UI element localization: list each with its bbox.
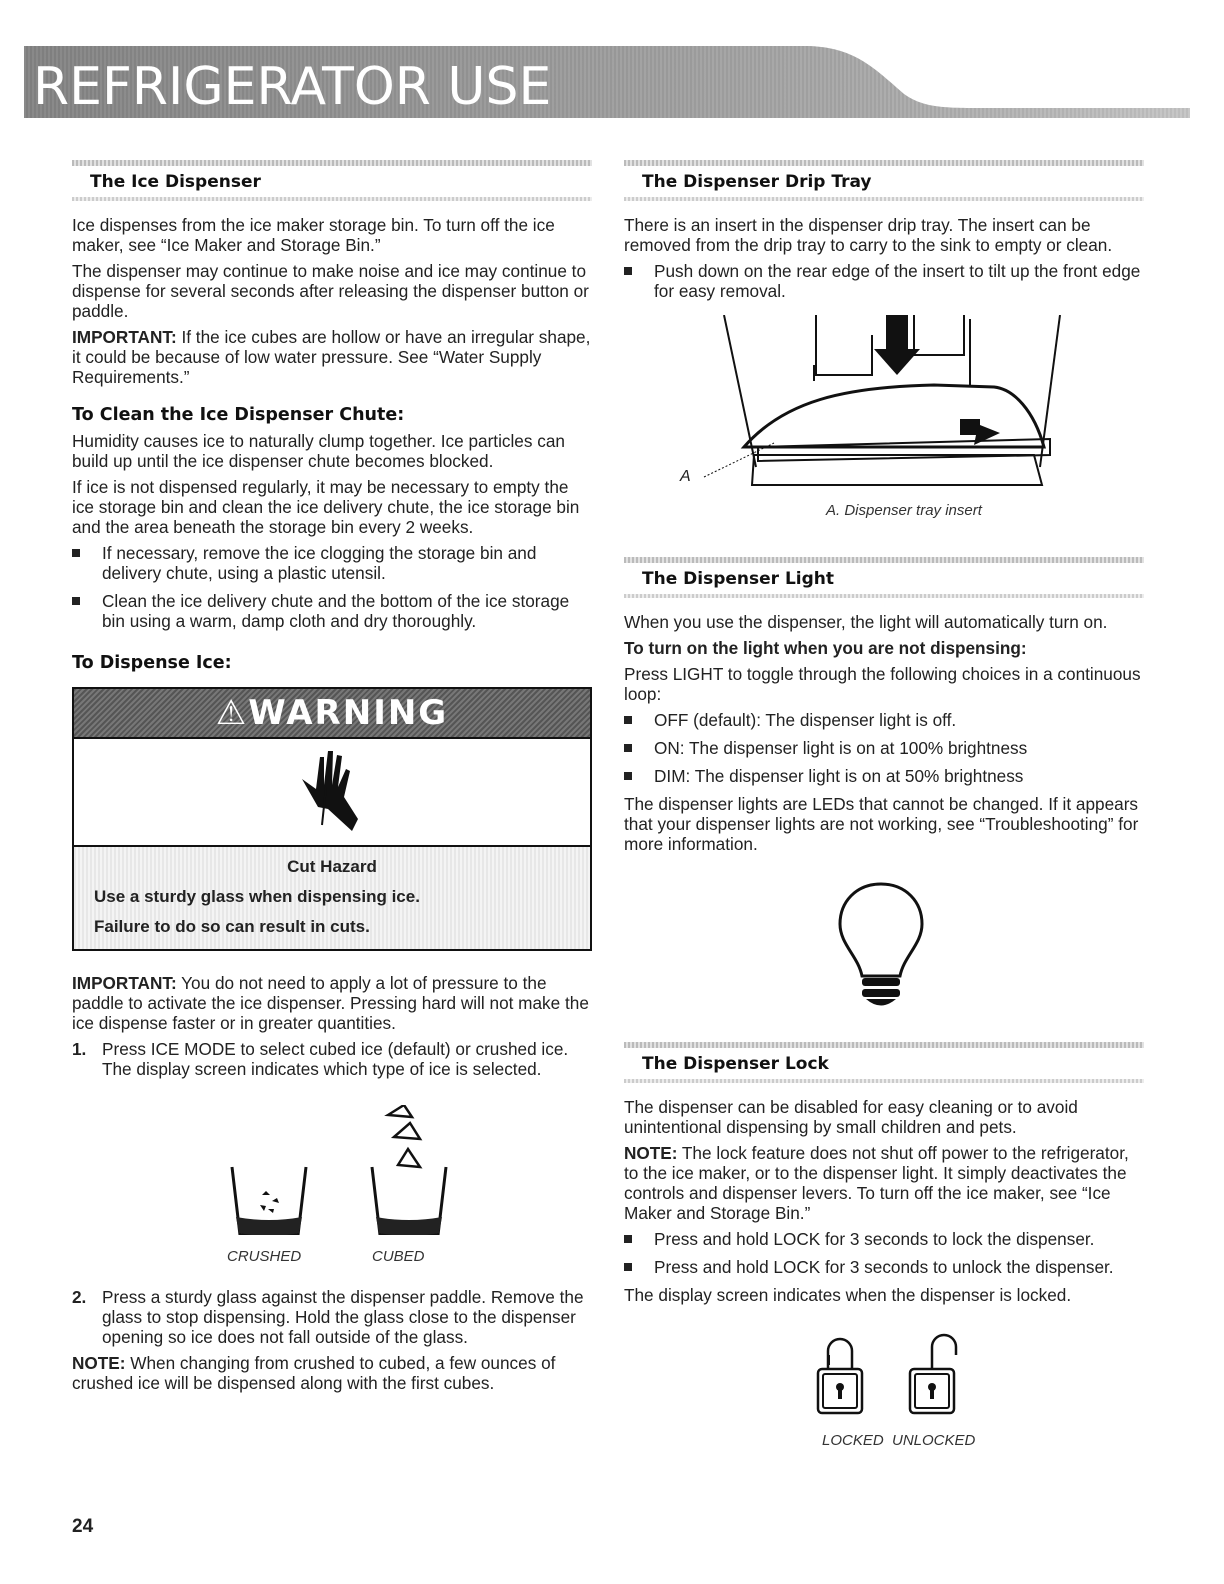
list-item [624,738,1144,758]
section-title: The Dispenser Drip Tray [642,172,872,192]
warning-header [74,689,590,737]
bullet-list [72,543,592,631]
note-paragraph [624,1143,1144,1223]
important-label: IMPORTANT: [72,327,177,347]
list-item [72,591,592,631]
warning-body [74,847,590,949]
note-label: NOTE: [624,1143,678,1163]
bullet-square-icon [624,772,632,780]
cut-hazard-area [74,737,590,847]
list-item-text: Push down on the rear edge of the insert to tilt up the front edge for easy removal. [654,261,1141,301]
paragraph: There is an insert in the dispenser drip tray. The insert can be removed from the drip tray to carry to the sink to empty or clean. [624,215,1113,255]
crushed-ice-cup-icon [232,1167,306,1235]
step-text: Press ICE MODE to select cubed ice (default) or crushed ice. The display screen indicates which type of ice is selected. [102,1039,569,1079]
page-title: REFRIGERATOR USE [33,57,552,117]
ice-mode-figure [72,1085,592,1271]
caption-locked: LOCKED [822,1432,884,1449]
important-label: IMPORTANT: [72,973,177,993]
locked-padlock-icon [818,1339,862,1413]
list-item-text: Press and hold LOCK for 3 seconds to unlock the dispenser. [654,1257,1114,1277]
lock-illustration [814,1329,974,1419]
paragraph: The dispenser may continue to make noise and ice may continue to dispense for several seconds after releasing the dispenser button or paddle. [72,261,589,321]
note-text: The lock feature does not shut off power to the refrigerator, to the ice maker, or to the dispenser light. It simply deactivates the controls and dispenser levers. To turn off the ice maker, see “Ice Maker and Storage Bin.” [624,1143,1129,1223]
section-dispenser-lock [624,1042,1144,1083]
note-paragraph [72,1353,592,1393]
step-number: 2. [72,1287,87,1307]
warning-title: WARNING [248,693,449,733]
warning-triangle-icon: ⚠ [215,693,249,733]
bullet-list [624,1229,1144,1277]
step-item [72,1287,592,1347]
bullet-square-icon [624,267,632,275]
bullet-square-icon [624,716,632,724]
list-item-text: Press and hold LOCK for 3 seconds to lock the dispenser. [654,1229,1095,1249]
bullet-square-icon [624,1235,632,1243]
ice-cups-illustration [222,1105,452,1235]
list-item-text: Clean the ice delivery chute and the bottom of the ice storage bin using a warm, damp cloth and dry thoroughly. [102,591,570,631]
caption-unlocked: UNLOCKED [892,1432,976,1449]
paragraph: Press LIGHT to toggle through the following choices in a continuous loop: [624,664,1141,704]
list-item [624,766,1144,786]
paragraph: The display screen indicates when the dispenser is locked. [624,1285,1072,1305]
important-text: If the ice cubes are hollow or have an irregular shape, it could be because of low water pressure. See “Water Supply Requirements.” [72,327,591,387]
paragraph: Ice dispenses from the ice maker storage bin. To turn off the ice maker, see “Ice Maker and Storage Bin.” [72,215,555,255]
cubed-ice-cup-icon [372,1105,446,1235]
unlocked-padlock-icon [910,1335,956,1413]
bullet-list [624,261,1144,301]
step-item [72,1039,592,1079]
important-text: You do not need to apply a lot of pressure to the paddle to activate the ice dispenser. Pressing hard will not make the ice dispense faster or in greater quantities. [72,973,589,1033]
cut-hand-icon [292,747,372,837]
note-text: When changing from crushed to cubed, a few ounces of crushed ice will be dispensed along with the first cubes. [72,1353,556,1393]
warning-line: Failure to do so can result in cuts. [94,917,370,936]
light-bulb-icon [836,880,926,1010]
list-item-text: DIM: The dispenser light is on at 50% brightness [654,766,1024,786]
subheading-dispense-ice: To Dispense Ice: [72,653,232,673]
section-title: The Dispenser Lock [642,1054,829,1074]
left-column [72,160,592,1399]
warning-line: Use a sturdy glass when dispensing ice. [94,887,420,906]
list-item [624,710,1144,730]
page-number: 24 [72,1516,94,1537]
step-list [72,1287,592,1347]
important-paragraph [72,973,592,1033]
warning-box [72,687,592,951]
section-title: The Ice Dispenser [90,172,261,192]
bullet-square-icon [72,597,80,605]
lock-figure [624,1311,1144,1451]
bullet-square-icon [624,744,632,752]
list-item [624,1229,1144,1249]
drip-tray-figure [624,309,1144,533]
hazard-title: Cut Hazard [287,857,377,876]
step-text: Press a sturdy glass against the dispenser paddle. Remove the glass to stop dispensing. Hold the glass close to the dispenser opening so ice does not fall outside of the glass. [102,1287,584,1347]
list-item [624,1257,1144,1277]
figure-caption: A. Dispenser tray insert [826,502,982,519]
paragraph: When you use the dispenser, the light will automatically turn on. [624,612,1108,632]
paragraph: The dispenser can be disabled for easy cleaning or to avoid unintentional dispensing by small children and pets. [624,1097,1078,1137]
note-label: NOTE: [72,1353,126,1373]
subheading-clean-chute: To Clean the Ice Dispenser Chute: [72,405,405,425]
bold-subheading: To turn on the light when you are not dispensing: [624,638,1027,658]
light-figure [624,860,1144,1020]
section-title: The Dispenser Light [642,569,835,589]
list-item [72,543,592,583]
caption-crushed: CRUSHED [227,1248,302,1265]
list-item-text: If necessary, remove the ice clogging the storage bin and delivery chute, using a plastic utensil. [102,543,537,583]
caption-cubed: CUBED [372,1248,425,1265]
paragraph: If ice is not dispensed regularly, it may be necessary to empty the ice storage bin and clean the ice delivery chute, the ice storage bin and the area beneath the storage bin every 2 weeks. [72,477,580,537]
section-dispenser-light [624,557,1144,598]
bullet-list [624,710,1144,786]
list-item [624,261,1144,301]
bullet-square-icon [624,1263,632,1271]
figure-label-a: A [680,468,691,485]
drip-tray-illustration [674,315,1074,505]
bullet-square-icon [72,549,80,557]
section-ice-dispenser [72,160,592,201]
list-item-text: ON: The dispenser light is on at 100% brightness [654,738,1028,758]
paragraph: Humidity causes ice to naturally clump together. Ice particles can build up until the ice dispenser chute becomes blocked. [72,431,565,471]
step-number: 1. [72,1039,87,1059]
right-column [624,160,1144,1451]
list-item-text: OFF (default): The dispenser light is off. [654,710,957,730]
section-drip-tray [624,160,1144,201]
paragraph: The dispenser lights are LEDs that cannot be changed. If it appears that your dispenser lights are not working, see “Troubleshooting” for more information. [624,794,1139,854]
important-paragraph [72,327,592,387]
step-list [72,1039,592,1079]
